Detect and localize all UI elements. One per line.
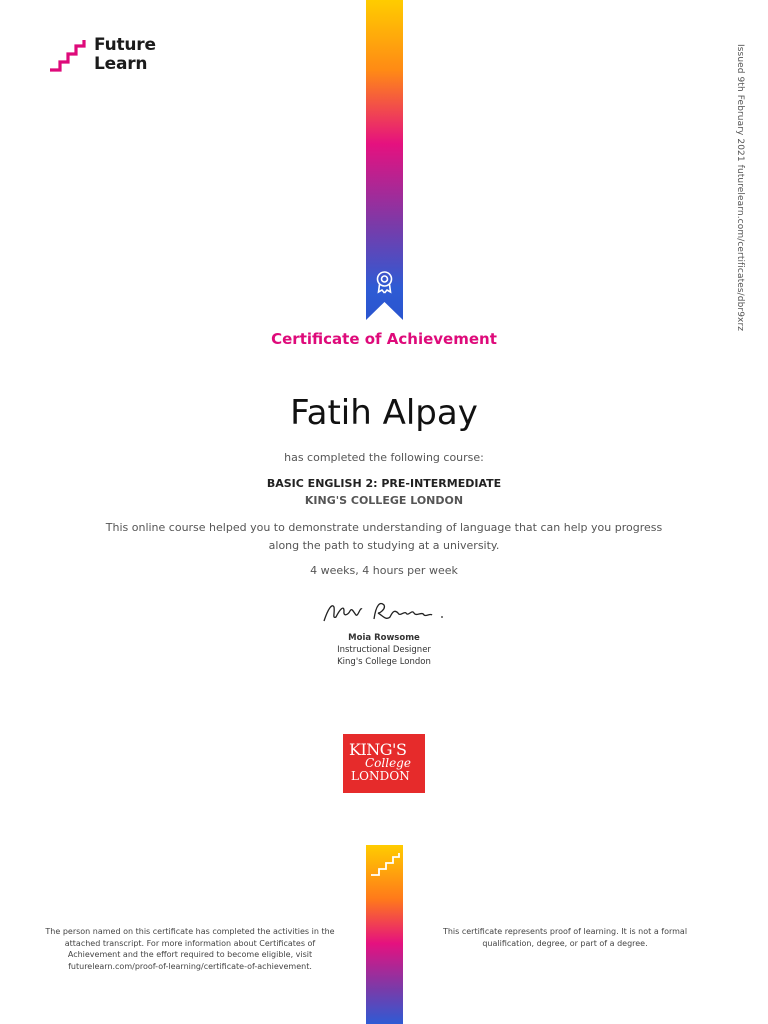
course-name: BASIC ENGLISH 2: PRE-INTERMEDIATE: [266, 477, 502, 490]
logo-wordmark: [94, 36, 156, 74]
signer-block: [0, 632, 768, 668]
signer-title: Instructional Designer: [337, 645, 431, 655]
footer-left-line-3: Achievement and the effort required to become eligible, visit: [67, 950, 313, 959]
kcl-logo-line-2: College: [365, 756, 411, 770]
course-description: [96, 519, 672, 555]
logo-line-2: Learn: [94, 54, 148, 74]
course-duration: 4 weeks, 4 hours per week: [310, 564, 458, 577]
futurelearn-logo: [48, 36, 156, 74]
kcl-logo-line-1: KING'S: [349, 740, 407, 759]
issued-date-url: Issued 9th February 2021 futurelearn.com/certificates/dbr9xrz: [735, 44, 745, 332]
footer-left-text: [30, 926, 350, 972]
footer-left-line-4: futurelearn.com/proof-of-learning/certificate-of-achievement.: [68, 961, 312, 971]
footer-right-text: [425, 926, 705, 949]
description-line-2: along the path to studying at a university.: [268, 539, 500, 552]
signer-org: King's College London: [337, 657, 431, 667]
description-line-1: This online course helped you to demonstrate understanding of language that can help you progress: [105, 521, 663, 534]
footer-right-line-2: qualification, degree, or part of a degree.: [482, 938, 648, 948]
handwritten-signature: [318, 595, 448, 627]
kcl-logo-line-3: LONDON: [351, 769, 410, 783]
stairs-logo-icon: [48, 36, 88, 74]
university-name: KING'S COLLEGE LONDON: [304, 494, 464, 507]
signer-name: Moia Rowsome: [348, 633, 420, 643]
logo-line-1: Future: [94, 35, 156, 55]
footer-left-line-1: The person named on this certificate has completed the activities in the: [45, 927, 335, 936]
recipient-name: Fatih Alpay: [290, 393, 478, 433]
kings-college-london-logo: [343, 734, 425, 793]
completed-text: has completed the following course:: [284, 451, 484, 464]
footer-left-line-2: attached transcript. For more information about Certificates of: [64, 938, 316, 948]
certificate-title: Certificate of Achievement: [271, 330, 497, 348]
top-ribbon: [366, 0, 403, 320]
bottom-ribbon: [366, 845, 403, 1024]
footer-right-line-1: This certificate represents proof of learning. It is not a formal: [442, 927, 688, 936]
